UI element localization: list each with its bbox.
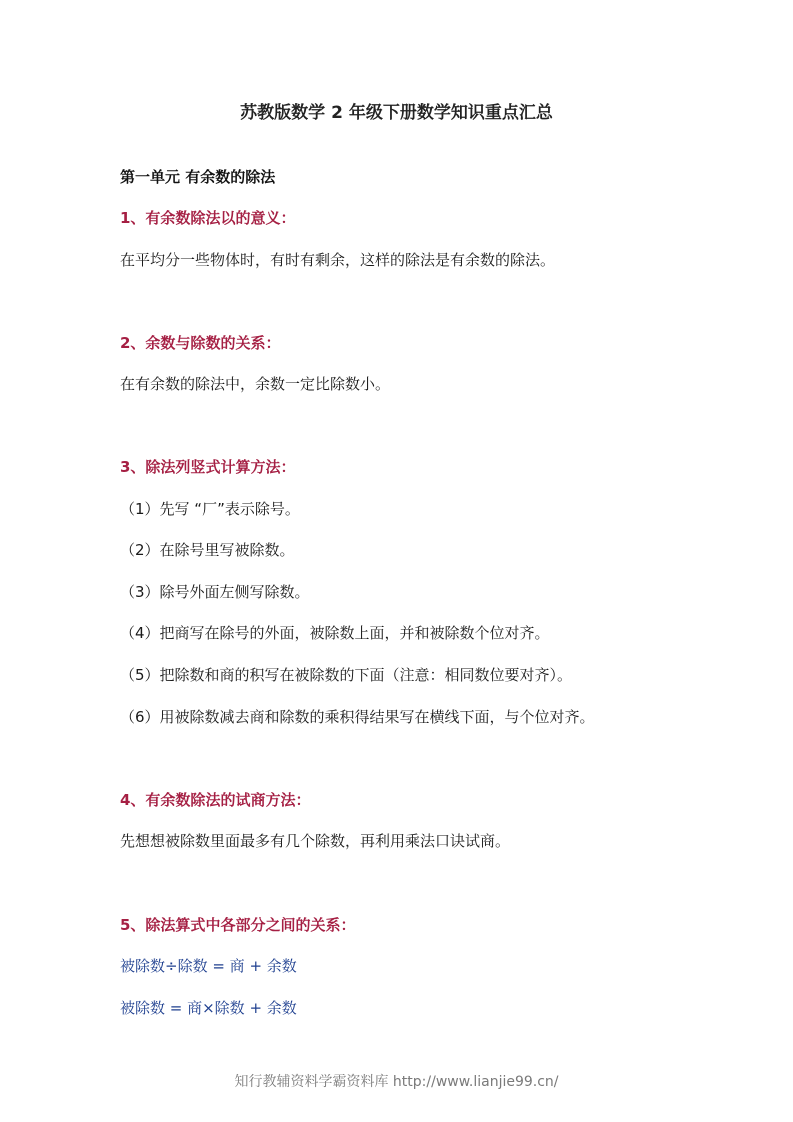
section-3-step-2: （2）在除号里写被除数。	[120, 541, 295, 559]
section-4-text: 先想想被除数里面最多有几个除数，再利用乘法口诀试商。	[120, 832, 511, 850]
section-5-heading: 5、除法算式中各部分之间的关系：	[120, 916, 356, 934]
unit-heading: 第一单元 有余数的除法	[120, 168, 276, 186]
document-title: 苏教版数学 2 年级下册数学知识重点汇总	[240, 103, 553, 123]
section-3-step-4: （4）把商写在除号的外面，被除数上面，并和被除数个位对齐。	[120, 624, 550, 642]
formula-2: 被除数 = 商×除数 + 余数	[120, 999, 297, 1017]
section-1-text: 在平均分一些物体时，有时有剩余，这样的除法是有余数的除法。	[120, 251, 556, 269]
section-3-step-3: （3）除号外面左侧写除数。	[120, 583, 310, 601]
section-3-step-6: （6）用被除数减去商和除数的乘积得结果写在横线下面，与个位对齐。	[120, 708, 595, 726]
section-2-heading: 2、余数与除数的关系：	[120, 334, 281, 352]
section-3-step-1: （1）先写 “厂”表示除号。	[120, 500, 300, 518]
section-1-heading: 1、有余数除法以的意义：	[120, 209, 296, 227]
section-4-heading: 4、有余数除法的试商方法：	[120, 791, 311, 809]
formula-1: 被除数÷除数 = 商 + 余数	[120, 957, 297, 975]
section-3-step-5: （5）把除数和商的积写在被除数的下面（注意：相同数位要对齐）。	[120, 666, 573, 684]
footer-source: 知行教辅资料学霸资料库 http://www.lianjie99.cn/	[234, 1074, 559, 1090]
section-3-heading: 3、除法列竖式计算方法：	[120, 458, 296, 476]
section-2-text: 在有余数的除法中，余数一定比除数小。	[120, 375, 391, 393]
